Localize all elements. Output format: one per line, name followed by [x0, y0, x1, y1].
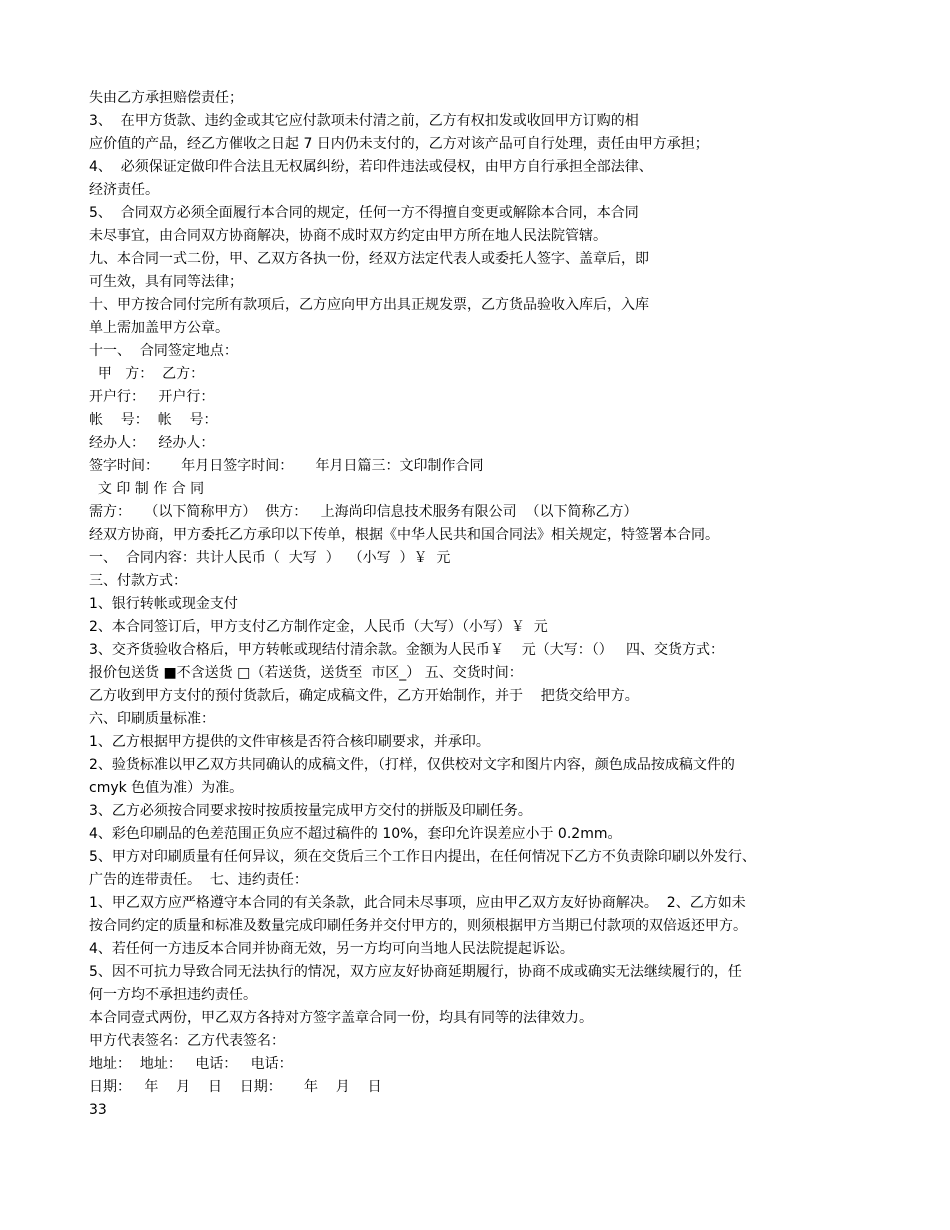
text-line: 4、彩色印刷品的色差范围正负应不超过稿件的 10%，套印允许误差应小于 0.2mm。 — [89, 826, 622, 842]
section-heading: 三、付款方式： — [89, 573, 187, 589]
text-line: 可生效，具有同等法律； — [89, 274, 243, 290]
text-line: 4、 必须保证定做印件合法且无权属纠纷，若印件违法或侵权，由甲方自行承担全部法律、 — [89, 159, 653, 175]
text-line: 3、乙方必须按合同要求按时按质按量完成甲方交付的拼版及印刷任务。 — [89, 803, 532, 819]
text-line: 何一方均不承担违约责任。 — [89, 987, 257, 1003]
text-line: 1、甲乙双方应严格遵守本合同的有关条款，此合同未尽事项，应由甲乙双方友好协商解决。 2、乙方如未 — [89, 895, 746, 911]
text-line: 单上需加盖甲方公章。 — [89, 320, 229, 336]
signature-line: 甲方代表签名：乙方代表签名： — [89, 1033, 285, 1049]
text-line: 失由乙方承担赔偿责任； — [89, 90, 243, 106]
date-line: 日期： 年 月 日 日期： 年 月 日 — [89, 1079, 382, 1095]
text-line: 本合同壹式两份，甲乙双方各持对方签字盖章合同一份，均具有同等的法律效力。 — [89, 1010, 593, 1026]
text-line: 2、验货标准以甲乙双方共同确认的成稿文件，（打样，仅供校对文字和图片内容，颜色成品按成稿文件的 — [89, 757, 735, 773]
document-page — [89, 87, 879, 1122]
text-line: 乙方收到甲方支付的预付货款后，确定成稿文件，乙方开始制作，并于 把货交给甲方。 — [89, 688, 639, 704]
text-line: 十、甲方按合同付完所有款项后，乙方应向甲方出具正规发票，乙方货品验收入库后，入库 — [89, 297, 649, 313]
text-line: 按合同约定的质量和标准及数量完成印刷任务并交付甲方的，则须根据甲方当期已付款项的双倍返还甲方。 — [89, 918, 747, 934]
text-line: 3、交齐货验收合格后，甲方转帐或现结付清余款。金额为人民币￥ 元（大写：（） 四、交货方式： — [89, 642, 725, 658]
text-line: 应价值的产品，经乙方催收之日起 7 日内仍未支付的，乙方对该产品可自行处理，责任由甲方承担； — [89, 136, 709, 152]
section-heading: 六、印刷质量标准： — [89, 711, 215, 727]
signing-time-field: 签字时间： 年月日签字时间： 年月日篇三：文印制作合同 — [89, 458, 484, 474]
parties-line: 需方： （以下简称甲方） 供方： 上海尚印信息技术服务有限公司 （以下简称乙方） — [89, 504, 638, 520]
text-line: 3、 在甲方货款、违约金或其它应付款项未付清之前，乙方有权扣发或收回甲方订购的相 — [89, 113, 639, 129]
text-line: 2、本合同签订后，甲方支付乙方制作定金，人民币（大写）（小写）￥ 元 — [89, 619, 548, 635]
text-line: 一、 合同内容：共计人民币（ 大写 ） （小写 ）￥ 元 — [89, 550, 451, 566]
text-line: 1、银行转帐或现金支付 — [89, 596, 238, 612]
agent-field: 经办人： 经办人： — [89, 435, 215, 451]
page-number: 33 — [89, 1102, 107, 1118]
text-line: 经济责任。 — [89, 182, 159, 198]
account-field: 帐 号： 帐 号： — [89, 412, 218, 428]
text-line: 5、因不可抗力导致合同无法执行的情况，双方应友好协商延期履行，协商不成或确实无法继续履行的，任 — [89, 964, 742, 980]
text-line: 5、 合同双方必须全面履行本合同的规定，任何一方不得擅自变更或解除本合同，本合同 — [89, 205, 639, 221]
address-phone-line: 地址： 地址： 电话： 电话： — [89, 1056, 293, 1072]
bank-field: 开户行： 开户行： — [89, 389, 215, 405]
text-line: 报价包送货 ■不含送货 □（若送货，送货至 市区_） 五、交货时间： — [89, 665, 523, 681]
text-line: 经双方协商，甲方委托乙方承印以下传单，根据《中华人民共和国合同法》相关规定，特签署本合同。 — [89, 527, 719, 543]
text-line: 4、若任何一方违反本合同并协商无效，另一方均可向当地人民法院提起诉讼。 — [89, 941, 574, 957]
text-line: 1、乙方根据甲方提供的文件审核是否符合核印刷要求，并承印。 — [89, 734, 490, 750]
text-line: 广告的连带责任。 七、违约责任： — [89, 872, 308, 888]
text-line: 未尽事宜，由合同双方协商解决，协商不成时双方约定由甲方所在地人民法院管辖。 — [89, 228, 607, 244]
section-heading: 十一、 合同签定地点： — [89, 343, 238, 359]
contract-title: 文 印 制 作 合 同 — [89, 481, 205, 497]
text-line: cmyk 色值为准）为准。 — [89, 780, 244, 796]
party-labels: 甲 方： 乙方： — [89, 366, 205, 382]
text-line: 九、本合同一式二份，甲、乙双方各执一份，经双方法定代表人或委托人签字、盖章后，即 — [89, 251, 649, 267]
text-line: 5、甲方对印刷质量有任何异议，须在交货后三个工作日内提出，在任何情况下乙方不负责除印刷以外发行、 — [89, 849, 756, 865]
